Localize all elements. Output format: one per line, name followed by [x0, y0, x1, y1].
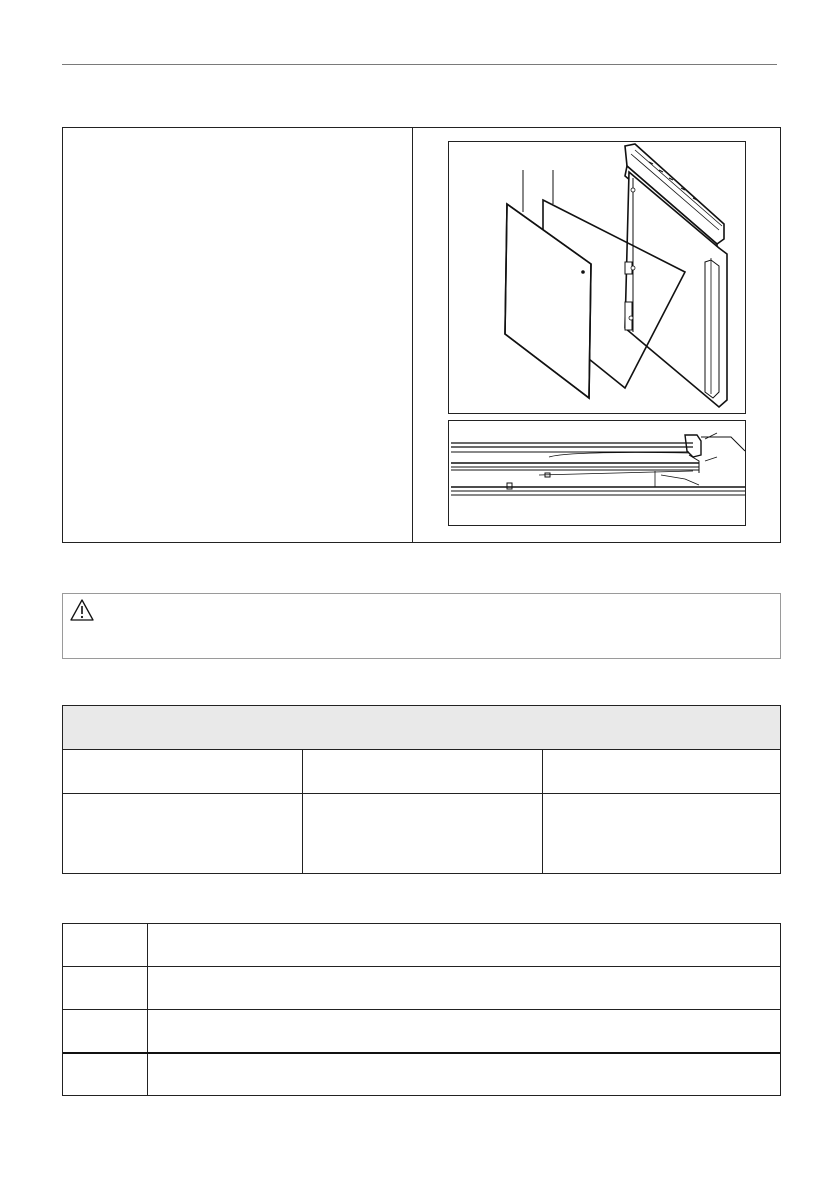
door-cross-section-illustration	[449, 421, 745, 525]
legend-table	[62, 923, 781, 1096]
door-glass-exploded-illustration	[449, 142, 745, 413]
legend-row-divider	[63, 1052, 780, 1054]
step-instruction-text	[63, 128, 412, 542]
table-column-divider-2	[542, 750, 543, 873]
legend-row-divider	[63, 1009, 780, 1010]
table-column-divider-1	[302, 750, 303, 873]
door-cross-section-figure	[448, 420, 746, 526]
warning-triangle-icon	[69, 598, 95, 622]
table-row-divider	[63, 793, 780, 794]
table-title-row	[63, 706, 780, 750]
door-glass-exploded-figure	[448, 141, 746, 414]
step-column-divider	[412, 128, 413, 542]
warning-box	[62, 593, 781, 659]
legend-row-divider	[63, 966, 780, 967]
header-rule	[62, 64, 777, 65]
specification-table	[62, 705, 781, 874]
door-frame	[625, 144, 727, 407]
